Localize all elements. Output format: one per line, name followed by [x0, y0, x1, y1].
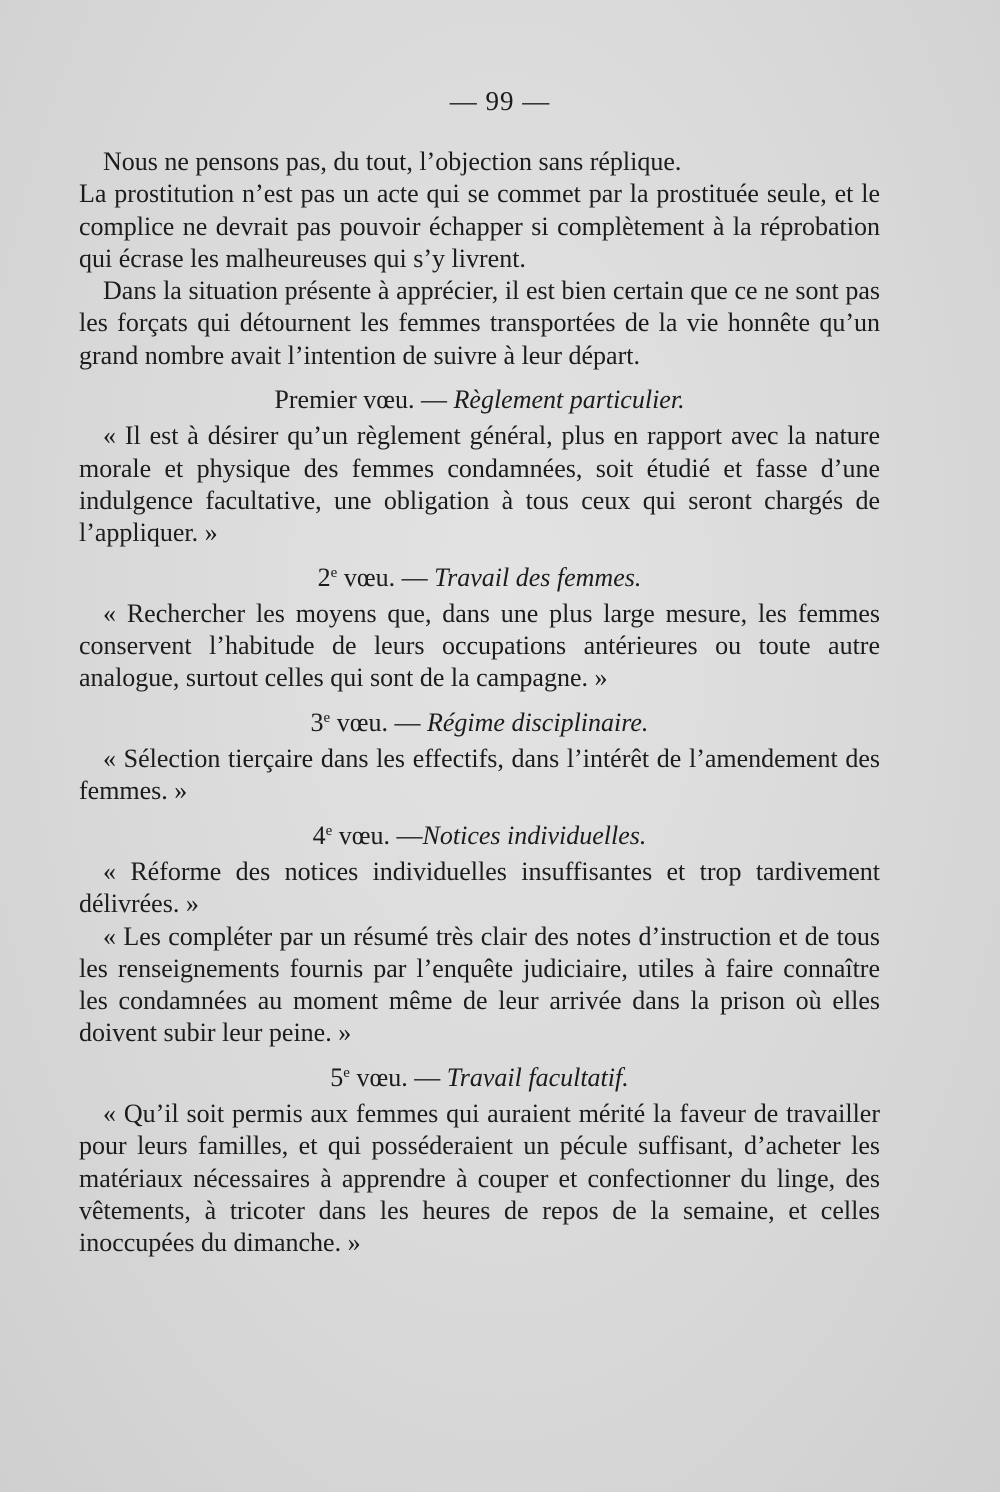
- voeu-superscript: e: [330, 564, 338, 581]
- paragraph-objection: Nous ne pensons pas, du tout, l’objection sans réplique.: [103, 147, 682, 176]
- voeu-title: Régime disciplinaire.: [427, 707, 649, 737]
- body-text: [79, 146, 880, 1260]
- voeu-label: vœu. —: [332, 820, 423, 850]
- paragraph-situation: Dans la situation présente à apprécier, il est bien certain que ce ne sont pas les forçats qui détournent les femmes transportées de la vie honnête qu’un grand nombre avait l’intention de suivre à leur départ.: [79, 276, 880, 370]
- voeu-title: Notices individuelles.: [422, 820, 647, 850]
- voeu-heading-1: [79, 384, 880, 416]
- voeu-heading-5: [79, 1062, 880, 1094]
- voeu-paragraph: « Sélection tierçaire dans les effectifs, dans l’intérêt de l’amendement des femmes. »: [79, 744, 880, 806]
- voeu-paragraph: « Réforme des notices individuelles insuffisantes et trop tardivement délivrées. »: [79, 856, 880, 919]
- voeu-number: Premier: [274, 385, 357, 415]
- voeu-superscript: e: [343, 1064, 350, 1081]
- voeu-paragraph: « Les compléter par un résumé très clair des notes d’instruction et de tous les renseignements fournis par l’enquête judiciaire, utiles à faire connaître les condamnées au moment même de leur arrivée dans la prison où elles doivent subir leur peine. »: [79, 921, 880, 1048]
- voeu-heading-4: [79, 820, 880, 852]
- voeu-number: 3: [310, 707, 324, 737]
- voeu-heading-2: [79, 562, 880, 594]
- voeu-title: Travail facultatif.: [446, 1062, 629, 1092]
- voeu-number: 5: [330, 1062, 344, 1092]
- voeu-title: Travail des femmes.: [434, 562, 642, 592]
- voeu-label: vœu. —: [349, 1062, 447, 1092]
- voeu-paragraph: « Il est à désirer qu’un règlement général, plus en rapport avec la nature morale et physique des femmes condamnées, soit étudié et fasse d’une indulgence facultative, une obligation à tous ceux qui seront chargés de l’appliquer. »: [79, 421, 880, 548]
- voeu-number: 4: [312, 820, 326, 850]
- voeu-number: 2: [317, 562, 331, 592]
- voeu-label: vœu. —: [356, 385, 454, 415]
- voeu-superscript: e: [323, 709, 331, 726]
- voeu-paragraph: « Rechercher les moyens que, dans une plus large mesure, les femmes conservent l’habitude de leurs occupations antérieures ou toute autre analogue, surtout celles qui sont de la campagne. »: [79, 598, 880, 693]
- voeu-title: Règlement particulier.: [453, 385, 685, 415]
- paragraph-prostitution: La prostitution n’est pas un acte qui se commet par la prostituée seule, et le complice ne devrait pas pouvoir échapper si complètement à la réprobation qui écrase les malheureuses qui s’y livrent.: [79, 179, 880, 273]
- voeu-label: vœu. —: [330, 707, 427, 737]
- voeu-paragraph: « Qu’il soit permis aux femmes qui auraient mérité la faveur de travailler pour leurs familles, et qui posséderaient un pécule suffisant, d’acheter les matériaux nécessaires à apprendre à couper et confectionner du linge, des vêtements, à tricoter dans les heures de repos de la semaine, et celles inoccupées du dimanche. »: [79, 1099, 880, 1258]
- page-number: — 99 —: [449, 86, 551, 116]
- voeu-label: vœu. —: [337, 562, 435, 592]
- voeu-superscript: e: [325, 822, 333, 839]
- voeu-heading-3: [79, 707, 880, 739]
